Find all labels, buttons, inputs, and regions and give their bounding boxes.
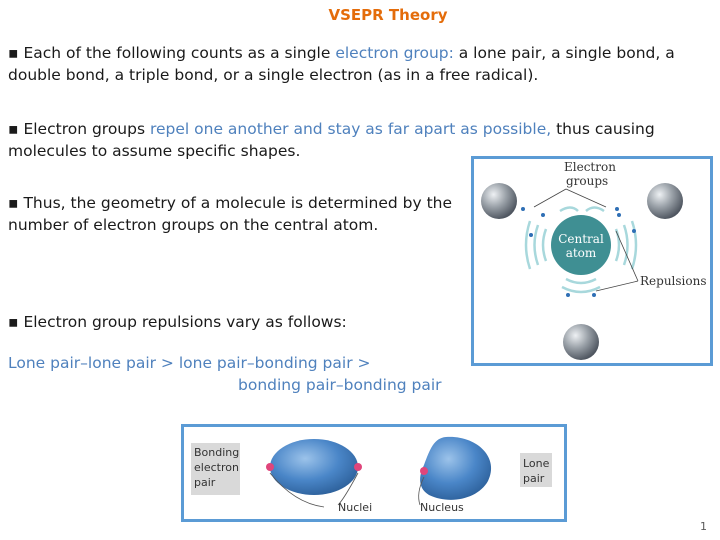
bullet-text: Electron group repulsions vary as follows: — [23, 313, 347, 331]
nuclei-label: Nuclei — [338, 501, 373, 514]
nucleus-dot — [266, 463, 274, 471]
bullet-geometry — [8, 192, 468, 236]
orbital-shapes-diagram — [184, 427, 564, 519]
slide-title: VSEPR Theory — [328, 6, 448, 24]
electron-group-ball — [563, 324, 599, 360]
electron-groups-figure — [471, 156, 713, 366]
square-bullet-icon: ▪ — [8, 44, 19, 62]
nucleus-dot — [354, 463, 362, 471]
square-bullet-icon: ▪ — [8, 120, 19, 138]
page-number: 1 — [700, 520, 707, 533]
repulsion-order — [8, 352, 458, 396]
nucleus-label: Nucleus — [420, 501, 464, 514]
lone-pair-label-1: Lone — [523, 457, 550, 470]
orbital-shapes-figure — [181, 424, 567, 522]
repulsion-order-line-2: bonding pair–bonding pair — [238, 376, 442, 394]
bonding-pair-label-2: electron — [194, 461, 239, 474]
electron-group-ball — [481, 183, 517, 219]
electron-groups-label-1: Electron — [564, 160, 616, 174]
electron-groups-label-2: groups — [566, 174, 609, 188]
repulsions-label: Repulsions — [640, 274, 707, 288]
central-atom-label-1: Central — [558, 232, 604, 246]
bullet-electron-group — [8, 42, 708, 86]
nucleus-dot — [420, 467, 428, 475]
bonding-pair-label-1: Bonding — [194, 446, 240, 459]
electron-group-ball — [647, 183, 683, 219]
lone-pair-orbital — [420, 437, 491, 500]
lone-pair-label-2: pair — [523, 472, 545, 485]
bullet-highlight: repel one another and stay as far apart as possible, — [149, 120, 552, 138]
bullet-repulsion-order — [8, 311, 468, 333]
electron-groups-diagram — [474, 159, 710, 363]
bullet-text: Each of the following counts as a single — [23, 44, 336, 62]
repulsion-order-line-1: Lone pair–lone pair > lone pair–bonding pair > — [8, 354, 371, 372]
bullet-text: a lone pair, a single bond, a double bond, a triple bond, or a single electron (as in a free radical). — [8, 44, 675, 84]
bonding-pair-label-3: pair — [194, 476, 216, 489]
bullet-text: Thus, the geometry of a molecule is determined by the number of electron groups on the central atom. — [8, 194, 453, 234]
bullet-text: thus causing molecules to assume specific shapes. — [8, 120, 655, 160]
bullet-text: Electron groups — [23, 120, 150, 138]
square-bullet-icon: ▪ — [8, 194, 19, 212]
central-atom-label-2: atom — [565, 246, 597, 260]
bullet-highlight: electron group: — [335, 44, 454, 62]
square-bullet-icon: ▪ — [8, 313, 19, 331]
